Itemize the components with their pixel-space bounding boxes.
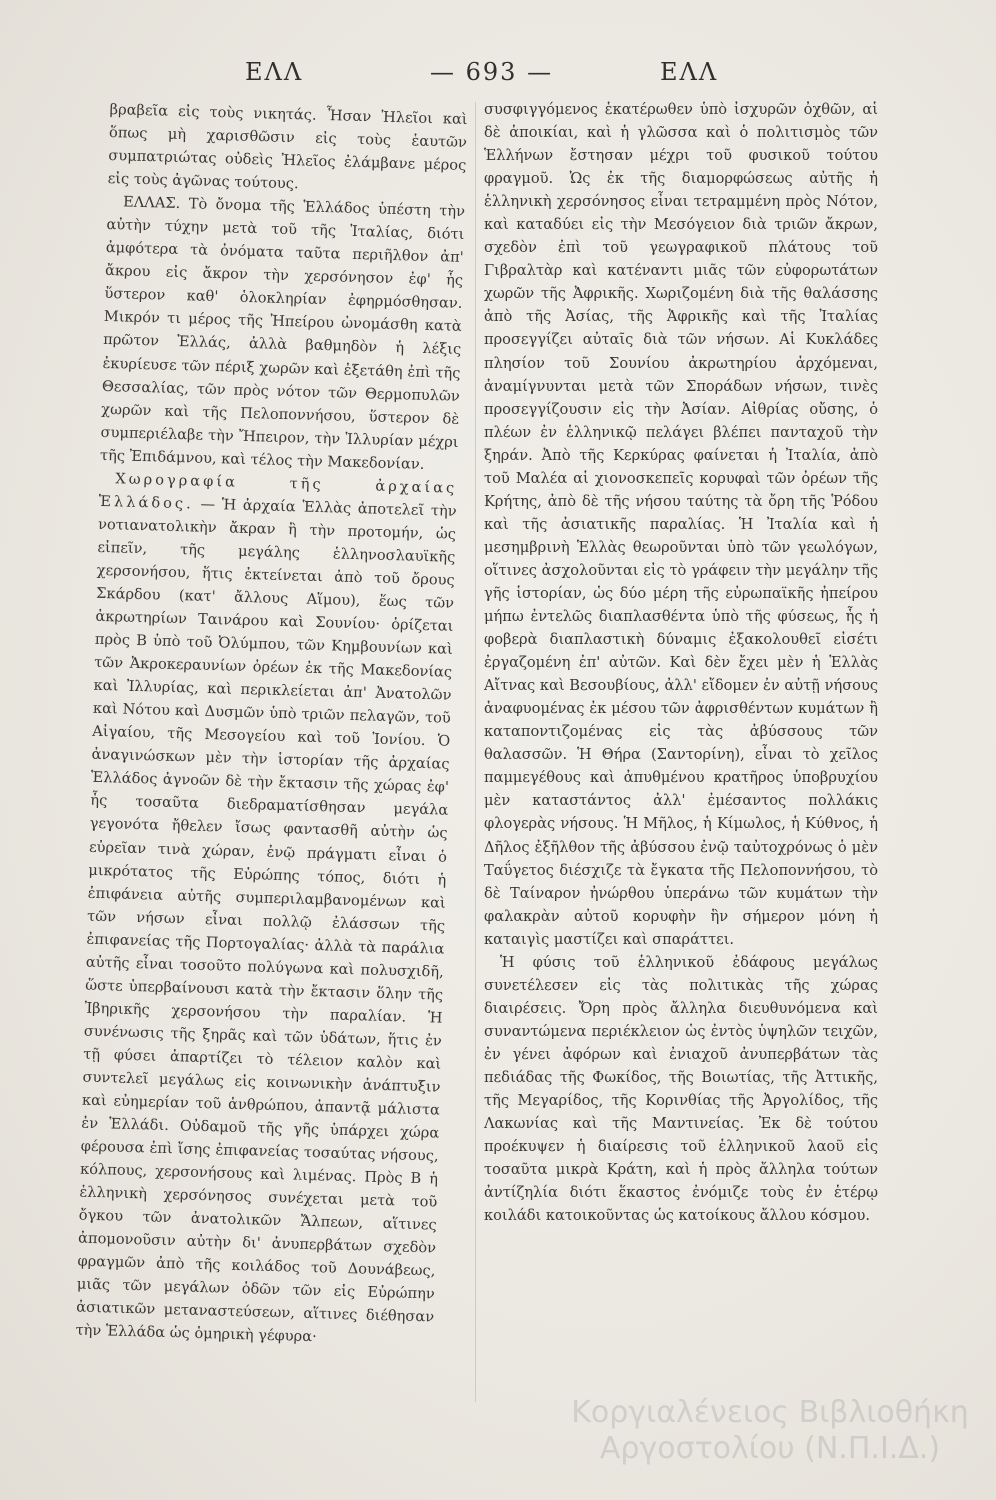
- page-number: — 693 —: [430, 58, 554, 86]
- entry-ellas: ΕΛΛΑΣ. Τὸ ὄνομα τῆς Ἑλλάδος ὑπέστη τὴν αὐτὴν τύχην μετὰ τοῦ τῆς Ἰταλίας, διότι ἀμφότερα τὰ ὀνόματα ταῦτα περιῆλθον ἀπ' ἄκρου εἰς ἄκρον τὴν χερσόνησον ἐφ' ἧς ὕστερον καθ' ὁλοκληρίαν ἐφηρμόσθησαν. Μικρόν τι μέρος τῆς Ἠπείρου ὠνομάσθη κατὰ πρῶτον Ἑλλάς, ἀλλὰ βαθμηδὸν ἡ λέξις ἐκυρίευσε τῶν πέριξ χωρῶν καὶ ἐξετάθη ἐπὶ τῆς Θεσσαλίας, τῶν πρὸς νότον τῶν Θερμοπυλῶν χωρῶν καὶ τῆς Πελοποννήσου, ὕστερον δὲ συμπεριέλαβε τὴν Ἤπειρον, τὴν Ἰλλυρίαν μέχρι τῆς Ἐπιδάμνου, καὶ τέλος τὴν Μακεδονίαν.: [99, 193, 466, 473]
- left-column: [75, 98, 468, 1352]
- section-chorography: [75, 467, 457, 1352]
- section-title: Χωρογραφία τῆς ἀρχαίας Ἑλλάδος.: [98, 470, 458, 513]
- library-watermark: Κοργιαλένειος Βιβλιοθήκη Αργοστολίου (Ν.Π.Ι.Δ.): [571, 1395, 969, 1466]
- paragraph-continuation: βραβεῖα εἰς τοὺς νικητάς. Ἦσαν Ἠλεῖοι καὶ ὅπως μὴ χαρισθῶσιν εἰς τοὺς ἑαυτῶν συμπατριώτας οὐδεὶς Ἠλεῖος ἐλάμβανε μέρος εἰς τοὺς ἀγῶνας τούτους.: [107, 100, 468, 193]
- running-head-right: ΕΛΛ: [660, 58, 719, 86]
- paragraph-political-divisions: Ἡ φύσις τοῦ ἑλληνικοῦ ἐδάφους μεγάλως συνετέλεσεν εἰς τὰς πολιτικὰς τῆς χώρας διαιρέσεις. Ὄρη πρὸς ἄλληλα διευθυνόμενα καὶ συναντώμενα περιέκλειον ὡς ἐντὸς ὑψηλῶν τειχῶν, ἐν γένει ἀφόρων καὶ ἐνιαχοῦ ἀνυπερβάτων τὰς πεδιάδας τῆς Φωκίδος, τῆς Βοιωτίας, τῆς Ἀττικῆς, τῆς Μεγαρίδος, τῆς Κορινθίας τῆς Ἀργολίδος, τῆς Λακωνίας καὶ τῆς Μαντινείας. Ἐκ δὲ τούτου προέκυψεν ἡ διαίρεσις τοῦ ἑλληνικοῦ λαοῦ εἰς τοσαῦτα μικρὰ Κράτη, καὶ ἡ πρὸς ἄλληλα τούτων ἀντίζηλία διότι ἕκαστος ἐνόμιζε τοὺς ἐν ἑτέρῳ κοιλάδι κατοικοῦντας ὡς κατοίκους ἄλλου κόσμου.: [484, 953, 878, 1225]
- column-divider: [475, 102, 476, 1402]
- section-body: — Ἡ ἀρχαία Ἑλλὰς ἀποτελεῖ τὴν νοτιανατολικὴν ἄκραν ἢ τὴν προτομήν, ὡς εἰπεῖν, τῆς μεγάλης ἑλληνοσλαυϊκῆς χερσονήσου, ἥτις ἐκτείνεται ἀπὸ τοῦ ὄρους Σκάρδου (κατ' ἄλλους Αἵμου), ἕως τῶν ἀκρωτηρίων Ταινάρου καὶ Σουνίου· ὁρίζεται πρὸς Β ὑπὸ τοῦ Ὀλύμπου, τῶν Κημβουνίων καὶ τῶν Ἀκροκεραυνίων ὀρέων ἐκ τῆς Μακεδονίας καὶ Ἰλλυρίας, καὶ περικλείεται ἀπ' Ἀνατολῶν καὶ Νότου καὶ Δυσμῶν ὑπὸ τριῶν πελαγῶν, τοῦ Αἰγαίου, τῆς Μεσογείου καὶ τοῦ Ἰονίου. Ὁ ἀναγινώσκων μὲν τὴν ἱστορίαν τῆς ἀρχαίας Ἑλλάδος ἀγνοῶν δὲ τὴν ἔκτασιν τῆς χώρας ἐφ' ἧς τοσαῦτα διεδραματίσθησαν μεγάλα γεγονότα ἤθελεν ἴσως φαντασθῆ αὐτὴν ὡς εὐρεῖαν τινὰ χώραν, ἐνῷ πράγματι εἶναι ὁ μικρότατος τῆς Εὐρώπης τόπος, διότι ἡ ἐπιφάνεια αὐτῆς συμπεριλαμβανομένων καὶ τῶν νήσων εἶναι πολλῷ ἐλάσσων τῆς ἐπιφανείας τῆς Πορτογαλίας· ἀλλὰ τὰ παράλια αὐτῆς εἶναι τοσοῦτο πολύγωνα καὶ πολυσχιδῆ, ὥστε ὑπερβαίνουσι κατὰ τὴν ἔκτασιν ὅλην τῆς Ἰβηρικῆς χερσονήσου τὴν παραλίαν. Ἡ συνένωσις τῆς ξηρᾶς καὶ τῶν ὑδάτων, ἥτις ἐν τῇ φύσει ἀπαρτίζει τὸ τέλειον καλὸν καὶ συντελεῖ μεγάλως εἰς κοινωνικὴν ἀνάπτυξιν καὶ εὐημερίαν τοῦ ἀνθρώπου, ἀπαντᾷ μάλιστα ἐν Ἑλλάδι. Οὐδαμοῦ τῆς γῆς ὑπάρχει χώρα φέρουσα ἐπὶ ἴσης ἐπιφανείας τοσαύτας νήσους, κόλπους, χερσονήσους καὶ λιμένας. Πρὸς Β ἡ ἑλληνικὴ χερσόνησος συνέχεται μετὰ τοῦ ὄγκου τῶν ἀνατολικῶν Ἄλπεων, αἵτινες ἀπομονοῦσιν αὐτὴν δι' ἀνυπερβάτων σχεδὸν φραγμῶν ἀπὸ τῆς κοιλάδος τοῦ Δουνάβεως, μιᾶς τῶν μεγάλων ὁδῶν τῶν εἰς Εὐρώπην ἀσιατικῶν μεταναστεύσεων, αἵτινες διέθησαν τὴν Ἑλλάδα ὡς ὁμηρικὴ γέφυρα·: [75, 495, 457, 1346]
- right-column: [484, 98, 878, 1227]
- paragraph-geography: συσφιγγόμενος ἑκατέρωθεν ὑπὸ ἰσχυρῶν ὀχθῶν, αἱ δὲ ἀποικίαι, καὶ ἡ γλῶσσα καὶ ὁ πολιτισμὸς τῶν Ἑλλήνων ἔστησαν μέχρι τοῦ φυσικοῦ τούτου φραγμοῦ. Ὡς ἐκ τῆς διαμορφώσεως αὐτῆς ἡ ἑλληνικὴ χερσόνησος εἶναι τετραμμένη πρὸς Νότον, καὶ καταδύει εἰς τὴν Μεσόγειον διὰ τριῶν ἄκρων, σχεδὸν ἐπὶ τοῦ γεωγραφικοῦ πλάτους τοῦ Γιβραλτὰρ καὶ κατέναντι μιᾶς τῶν εὐφορωτάτων χωρῶν τῆς Ἀφρικῆς. Χωριζομένη διὰ τῆς θαλάσσης ἀπὸ τῆς Ἀσίας, τῆς Ἀφρικῆς καὶ τῆς Ἰταλίας προσεγγίζει αὐταῖς διὰ τῶν νήσων. Αἱ Κυκλάδες πλησίον τοῦ Σουνίου ἀκρωτηρίου ἀρχόμεναι, ἀναμίγνυνται μετὰ τῶν Σποράδων νήσων, τινὲς προσεγγίζουσιν εἰς τὴν Ἀσίαν. Αἰθρίας οὔσης, ὁ πλέων ἐν ἑλληνικῷ πελάγει βλέπει πανταχοῦ τὴν ξηράν. Ἀπὸ τῆς Κερκύρας φαίνεται ἡ Ἰταλία, ἀπὸ τοῦ Μαλέα αἱ χιονοσκεπεῖς κορυφαὶ τῶν ὀρέων τῆς Κρήτης, ἀπὸ δὲ τῆς νήσου ταύτης τὰ ὄρη τῆς Ῥόδου καὶ τῆς ἀσιατικῆς παραλίας. Ἡ Ἰταλία καὶ ἡ μεσημβρινὴ Ἑλλὰς θεωροῦνται ὑπὸ τῶν γεωλόγων, οἵτινες ἀσχολοῦνται εἰς τὸ γράφειν τὴν μεγάλην τῆς γῆς ἱστορίαν, ὡς δύο μέρη τῆς εὐρωπαϊκῆς ἠπείρου μήπω ἐντελῶς διαπλασθέντα ὑπὸ τῆς φύσεως, ἧς ἡ φοβερὰ διαπλαστικὴ δύναμις ἐξακολουθεῖ εἰσέτι ἐργαζομένη ἐπ' αὐτῶν. Καὶ δὲν ἔχει μὲν ἡ Ἑλλὰς Αἴτνας καὶ Βεσουβίους, ἀλλ' εἴδομεν ἐν αὐτῇ νήσους ἀναφυομένας ἐκ μέσου τῶν ἀφρισθέντων κυμάτων ἢ καταποντιζομένας εἰς τὰς ἀβύσσους τῶν θαλασσῶν. Ἡ Θήρα (Σαντορίνη), εἶναι τὸ χεῖλος παμμεγέθους καὶ ἀπυθμένου κρατῆρος ὑποβρυχίου μὲν καταστάντος ἀλλ' ἐμέσαντος πολλάκις φλογερὰς νήσους. Ἡ Μῆλος, ἡ Κίμωλος, ἡ Κύθνος, ἡ Δῆλος ἐξῆλθον τῆς ἀβύσσου ἐνῷ ταὐτοχρόνως ὁ μὲν Ταΰγετος διέσχιζε τὰ ἔγκατα τῆς Πελοποννήσου, τὸ δὲ Ταίναρον ἠνώρθου ὑπεράνω τῶν κυμάτων τὴν φαλακρὰν αὐτοῦ κορυφὴν ἣν σήμερον μόνη ἡ καταιγὶς μαστίζει καὶ σπαράττει.: [484, 101, 878, 948]
- page-header: [0, 58, 996, 98]
- running-head-left: ΕΛΛ: [245, 58, 304, 86]
